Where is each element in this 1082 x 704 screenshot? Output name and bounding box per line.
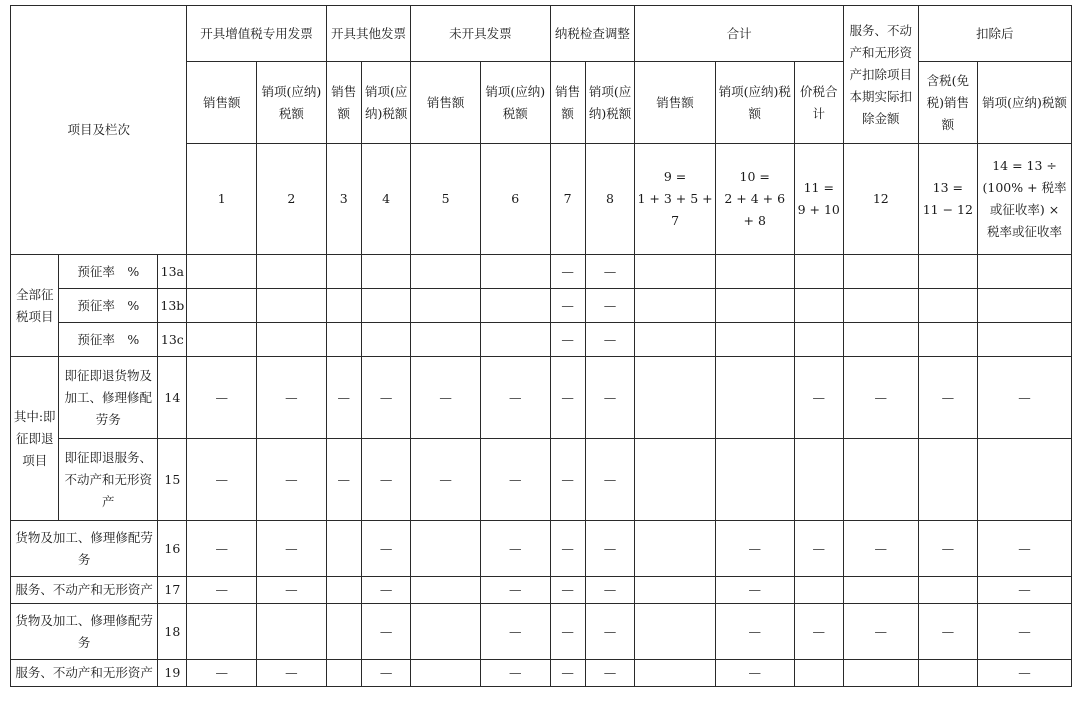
dash-cell: — xyxy=(794,521,843,577)
cell[interactable] xyxy=(361,289,410,323)
col-no-3: 3 xyxy=(326,144,361,255)
group-immediate-refund-label: 其中:即征即退项目 xyxy=(11,357,59,521)
cell[interactable] xyxy=(843,660,918,687)
table-row-16 xyxy=(11,521,1072,577)
cell[interactable] xyxy=(411,255,481,289)
cell[interactable] xyxy=(794,577,843,604)
row-label: 预征率 % xyxy=(59,323,158,357)
dash-cell: — xyxy=(187,357,257,439)
row-label: 服务、不动产和无形资产 xyxy=(11,660,158,687)
table-row-14 xyxy=(11,357,1072,439)
header-row-groups xyxy=(11,6,1072,62)
col-no-14: 14 = 13 ÷ (100% + 税率 或征收率) × 税率或征收率 xyxy=(978,144,1072,255)
dash-cell: — xyxy=(918,357,977,439)
dash-cell: — xyxy=(978,521,1072,577)
dash-cell: — xyxy=(585,521,634,577)
cell[interactable] xyxy=(635,439,716,521)
cell[interactable] xyxy=(326,255,361,289)
dash-cell: — xyxy=(550,521,585,577)
dash-cell: — xyxy=(480,357,550,439)
sub-output-tax: 销项(应纳)税额 xyxy=(361,62,410,144)
cell[interactable] xyxy=(257,255,327,289)
sub-sales: 销售额 xyxy=(550,62,585,144)
cell[interactable] xyxy=(794,660,843,687)
cell[interactable] xyxy=(635,604,716,660)
dash-cell: — xyxy=(550,357,585,439)
col-no-1: 1 xyxy=(187,144,257,255)
dash-cell: — xyxy=(918,604,977,660)
dash-cell: — xyxy=(585,323,634,357)
table-row-19 xyxy=(11,660,1072,687)
col-no-9: 9 = 1 + 3 + 5 + 7 xyxy=(635,144,716,255)
col-no-11: 11 = 9 + 10 xyxy=(794,144,843,255)
cell[interactable] xyxy=(715,439,794,521)
cell[interactable] xyxy=(978,255,1072,289)
sub-sales: 销售额 xyxy=(326,62,361,144)
row-number: 15 xyxy=(158,439,187,521)
cell[interactable] xyxy=(918,289,977,323)
dash-cell: — xyxy=(550,323,585,357)
dash-cell: — xyxy=(715,604,794,660)
row-label: 服务、不动产和无形资产 xyxy=(11,577,158,604)
col-no-4: 4 xyxy=(361,144,410,255)
cell[interactable] xyxy=(715,357,794,439)
cell[interactable] xyxy=(978,289,1072,323)
row-number: 17 xyxy=(158,577,187,604)
dash-cell: — xyxy=(715,577,794,604)
table-row-13b xyxy=(11,289,1072,323)
vat-detail-table xyxy=(10,5,1072,687)
dash-cell: — xyxy=(257,577,327,604)
dash-cell: — xyxy=(978,660,1072,687)
col-no-6: 6 xyxy=(480,144,550,255)
dash-cell: — xyxy=(585,289,634,323)
dash-cell: — xyxy=(326,357,361,439)
group-deduction-amount: 服务、不动产和无形资产扣除项目本期实际扣除金额 xyxy=(843,6,918,144)
dash-cell: — xyxy=(843,604,918,660)
group-after-deduction: 扣除后 xyxy=(918,6,1071,62)
dash-cell: — xyxy=(843,521,918,577)
dash-cell: — xyxy=(257,439,327,521)
cell[interactable] xyxy=(794,289,843,323)
cell[interactable] xyxy=(635,521,716,577)
row-number: 19 xyxy=(158,660,187,687)
cell[interactable] xyxy=(411,521,481,577)
row-number: 13a xyxy=(158,255,187,289)
dash-cell: — xyxy=(257,357,327,439)
cell[interactable] xyxy=(843,323,918,357)
cell[interactable] xyxy=(918,660,977,687)
table-row-17 xyxy=(11,577,1072,604)
dash-cell: — xyxy=(585,255,634,289)
cell[interactable] xyxy=(326,577,361,604)
cell[interactable] xyxy=(326,604,361,660)
group-no-invoice: 未开具发票 xyxy=(411,6,550,62)
cell[interactable] xyxy=(715,289,794,323)
col-no-13: 13 = 11 − 12 xyxy=(918,144,977,255)
dash-cell: — xyxy=(187,660,257,687)
dash-cell: — xyxy=(361,357,410,439)
cell[interactable] xyxy=(187,604,257,660)
row-number: 13b xyxy=(158,289,187,323)
cell[interactable] xyxy=(635,289,716,323)
cell[interactable] xyxy=(187,255,257,289)
row-label: 货物及加工、修理修配劳务 xyxy=(11,604,158,660)
cell[interactable] xyxy=(257,289,327,323)
table-row-13c xyxy=(11,323,1072,357)
dash-cell: — xyxy=(585,604,634,660)
cell[interactable] xyxy=(480,289,550,323)
cell[interactable] xyxy=(480,255,550,289)
sub-output-tax: 销项(应纳)税额 xyxy=(715,62,794,144)
table-row-15 xyxy=(11,439,1072,521)
cell[interactable] xyxy=(918,255,977,289)
cell[interactable] xyxy=(361,323,410,357)
dash-cell: — xyxy=(550,660,585,687)
dash-cell: — xyxy=(361,604,410,660)
tax-return-form xyxy=(10,5,1072,687)
cell[interactable] xyxy=(918,323,977,357)
row-label: 即征即退服务、不动产和无形资产 xyxy=(59,439,158,521)
dash-cell: — xyxy=(715,521,794,577)
dash-cell: — xyxy=(411,357,481,439)
cell[interactable] xyxy=(257,604,327,660)
row-number: 14 xyxy=(158,357,187,439)
item-column-header: 项目及栏次 xyxy=(11,6,187,255)
col-no-8: 8 xyxy=(585,144,634,255)
cell[interactable] xyxy=(715,255,794,289)
dash-cell: — xyxy=(480,577,550,604)
cell[interactable] xyxy=(257,323,327,357)
cell[interactable] xyxy=(411,289,481,323)
dash-cell: — xyxy=(794,604,843,660)
cell[interactable] xyxy=(187,289,257,323)
row-label: 预征率 % xyxy=(59,255,158,289)
cell[interactable] xyxy=(794,323,843,357)
dash-cell: — xyxy=(978,604,1072,660)
dash-cell: — xyxy=(187,521,257,577)
cell[interactable] xyxy=(411,323,481,357)
cell[interactable] xyxy=(843,577,918,604)
cell[interactable] xyxy=(411,577,481,604)
cell[interactable] xyxy=(411,660,481,687)
row-label: 预征率 % xyxy=(59,289,158,323)
cell[interactable] xyxy=(326,521,361,577)
dash-cell: — xyxy=(187,439,257,521)
dash-cell: — xyxy=(550,255,585,289)
cell[interactable] xyxy=(843,255,918,289)
dash-cell: — xyxy=(550,289,585,323)
row-label: 即征即退货物及加工、修理修配劳务 xyxy=(59,357,158,439)
dash-cell: — xyxy=(257,521,327,577)
dash-cell: — xyxy=(794,357,843,439)
dash-cell: — xyxy=(480,604,550,660)
dash-cell: — xyxy=(585,577,634,604)
dash-cell: — xyxy=(550,439,585,521)
dash-cell: — xyxy=(978,577,1072,604)
group-total: 合计 xyxy=(635,6,844,62)
cell[interactable] xyxy=(918,439,977,521)
sub-output-tax-after: 销项(应纳)税额 xyxy=(978,62,1072,144)
row-number: 13c xyxy=(158,323,187,357)
dash-cell: — xyxy=(361,439,410,521)
sub-output-tax: 销项(应纳)税额 xyxy=(257,62,327,144)
cell[interactable] xyxy=(794,255,843,289)
col-no-7: 7 xyxy=(550,144,585,255)
row-number: 16 xyxy=(158,521,187,577)
dash-cell: — xyxy=(918,521,977,577)
dash-cell: — xyxy=(843,357,918,439)
cell[interactable] xyxy=(326,323,361,357)
sub-total-price-tax: 价税合计 xyxy=(794,62,843,144)
cell[interactable] xyxy=(635,660,716,687)
cell[interactable] xyxy=(794,439,843,521)
dash-cell: — xyxy=(978,357,1072,439)
dash-cell: — xyxy=(326,439,361,521)
table-row-18 xyxy=(11,604,1072,660)
dash-cell: — xyxy=(550,604,585,660)
sub-output-tax: 销项(应纳)税额 xyxy=(480,62,550,144)
group-other-invoice: 开具其他发票 xyxy=(326,6,411,62)
dash-cell: — xyxy=(361,577,410,604)
dash-cell: — xyxy=(361,660,410,687)
dash-cell: — xyxy=(480,439,550,521)
cell[interactable] xyxy=(715,323,794,357)
sub-output-tax: 销项(应纳)税额 xyxy=(585,62,634,144)
cell[interactable] xyxy=(918,577,977,604)
row-label: 货物及加工、修理修配劳务 xyxy=(11,521,158,577)
row-number: 18 xyxy=(158,604,187,660)
dash-cell: — xyxy=(257,660,327,687)
cell[interactable] xyxy=(480,323,550,357)
cell[interactable] xyxy=(635,577,716,604)
cell[interactable] xyxy=(843,439,918,521)
cell[interactable] xyxy=(635,323,716,357)
table-row-13a xyxy=(11,255,1072,289)
col-no-10: 10 = 2 + 4 + 6 + 8 xyxy=(715,144,794,255)
dash-cell: — xyxy=(187,577,257,604)
sub-sales: 销售额 xyxy=(635,62,716,144)
dash-cell: — xyxy=(550,577,585,604)
sub-sales: 销售额 xyxy=(411,62,481,144)
dash-cell: — xyxy=(480,521,550,577)
cell[interactable] xyxy=(843,289,918,323)
dash-cell: — xyxy=(480,660,550,687)
sub-tax-incl-sales: 含税(免税)销售额 xyxy=(918,62,977,144)
dash-cell: — xyxy=(411,439,481,521)
cell[interactable] xyxy=(187,323,257,357)
dash-cell: — xyxy=(585,439,634,521)
cell[interactable] xyxy=(978,323,1072,357)
cell[interactable] xyxy=(326,660,361,687)
dash-cell: — xyxy=(361,521,410,577)
col-no-2: 2 xyxy=(257,144,327,255)
dash-cell: — xyxy=(585,357,634,439)
group-tax-inspection: 纳税检查调整 xyxy=(550,6,635,62)
cell[interactable] xyxy=(635,255,716,289)
sub-sales: 销售额 xyxy=(187,62,257,144)
group-all-levy-label: 全部征税项目 xyxy=(11,255,59,357)
cell[interactable] xyxy=(361,255,410,289)
dash-cell: — xyxy=(715,660,794,687)
col-no-5: 5 xyxy=(411,144,481,255)
cell[interactable] xyxy=(411,604,481,660)
col-no-12: 12 xyxy=(843,144,918,255)
cell[interactable] xyxy=(326,289,361,323)
group-vat-special-invoice: 开具增值税专用发票 xyxy=(187,6,326,62)
dash-cell: — xyxy=(585,660,634,687)
cell[interactable] xyxy=(978,439,1072,521)
cell[interactable] xyxy=(635,357,716,439)
